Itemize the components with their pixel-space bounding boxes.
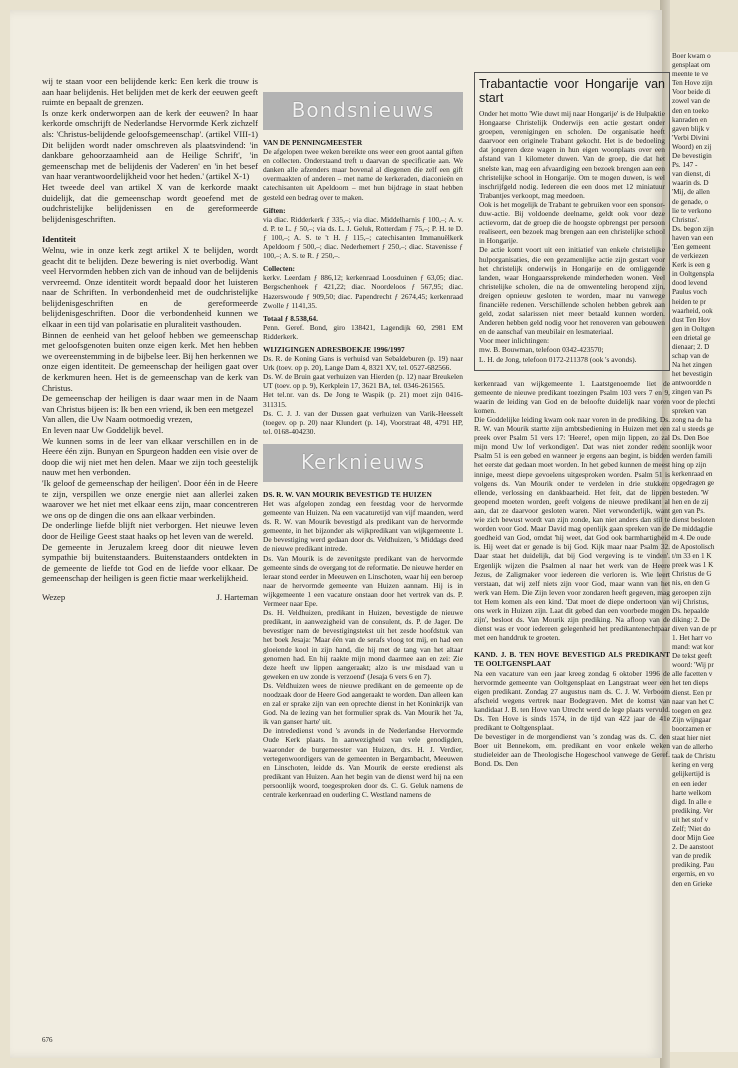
facing-page-line: woord: 'Wij pr bbox=[672, 661, 714, 670]
identiteit-paragraph: Welnu, wie in onze kerk zegt artikel X te belijden, wordt geacht dit te belijden. Deze bewering is niet overbodig. Want veel Hervormden hebben zich van de inhoud van de belijdenis vervreemd. Onze identiteit wordt bepaald door het luisteren naar de Schriften. In verbondenheid met de oudchristelijke belijdenisgeschriften en de gereformeerde belijdenisgeschriften. Door die verbondenheid kunnen we elkaar in een tijd van polarisatie en pluraliteit vasthouden. bbox=[42, 244, 258, 330]
page-number: 676 bbox=[42, 1036, 53, 1044]
facing-page-line: diven van de pr bbox=[672, 624, 717, 633]
identiteit-paragraph: De onderlinge liefde blijft niet verborgen. Het nieuwe leven door de Heilige Geest staat haaks op het leven van de wereld. bbox=[42, 520, 258, 541]
facing-page-line: opgedragen ge bbox=[672, 479, 715, 488]
facing-page-line: Ds. begon zijn bbox=[672, 224, 714, 233]
penningmeester-address: Penn. Geref. Bond, giro 138421, Lagendijk 60, 2981 EM Ridderkerk. bbox=[263, 322, 463, 341]
facing-page-line: 'Verbi Divini bbox=[672, 133, 710, 142]
facing-page-line: prediking. Pau bbox=[672, 861, 714, 870]
identiteit-paragraph: De gemeenschap der heiligen is daar waar men in de Naam van Christus bijeen is: Ik ben een vriend, ik ben een metgezel bbox=[42, 393, 258, 414]
column-left bbox=[42, 76, 258, 603]
facing-page-line: staat hier niet bbox=[672, 734, 711, 743]
intro-paragraph: Het tweede deel van artikel X van de kerkorde maakt duidelijk, dat die gemeenschap wordt geoefend met de oudchristelijke belijdenissen en de gereformeerde belijdenisgeschriften. bbox=[42, 181, 258, 224]
facing-page-line: de verkiezen bbox=[672, 252, 709, 261]
tenhove-text-1: Na een vacature van een jaar kreeg zondag 6 oktober 1996 de hervormde gemeente van Ooltgensplaat en Langstraat weer een eigen predikant. Zondag 27 augustus nam ds. C. J. W. Verboom afscheid wegens vertrek naar Bodegraven. Met de komst van kandidaat J. B. ten Hove van Utrecht werd de lege plaats vervuld. Ds. Ten Hove is sinds 1574, in de tijd van 422 jaar de 41e predikant te Ooltgensplaat. bbox=[474, 668, 670, 733]
facing-page-line: harte welkom bbox=[672, 788, 712, 797]
facing-page-line: gelijkertijd is bbox=[672, 770, 711, 779]
facing-page-line: den en toeko bbox=[672, 106, 709, 115]
facing-page-line: van de predik bbox=[672, 852, 712, 861]
facing-page-line: waarheid, ook bbox=[672, 306, 713, 315]
facing-page-line: gen van Ps. bbox=[672, 506, 705, 515]
trabant-text-3: De actie komt voort uit een initiatief van enkele christelijke hulporganisaties, die een gezamenlijke actie zijn gestart voor het christelijk onderwijs in Hongarije en de omliggende landen, waar Hongaarssprekende minderheden wonen. Veel christelijke scholen, die na de omwenteling heropend zijn, dreigen opnieuw gesloten te worden, maar nu vanwege financiële redenen. Verschillende scholen hebben gebrek aan geld, zodat salarissen niet meer betaald kunnen worden. Anderen hebben geld nodig voor het renoveren van gebouwen en de aanschaf van meubilair en lesmateriaal. bbox=[479, 245, 665, 337]
facing-page-line: zingen van Ps bbox=[672, 388, 712, 397]
facing-page-line: dienaar; 2. D bbox=[672, 343, 710, 351]
facing-page-line: nis, en den G bbox=[672, 579, 710, 588]
facing-page-line: Ten Hove zijn bbox=[672, 79, 713, 88]
facing-page-line: Boer kwam o bbox=[672, 52, 711, 60]
facing-page-line: Na het zingen bbox=[672, 361, 712, 370]
facing-page-line: het bevestigin bbox=[672, 370, 713, 379]
facing-page-line: t/m 33 en 1 K bbox=[672, 552, 712, 561]
identiteit-paragraph: En leven naar Uw Goddelijk bevel. bbox=[42, 425, 164, 435]
giften-heading: Giften: bbox=[263, 205, 286, 215]
facing-page-line: en een ieder bbox=[672, 779, 707, 788]
facing-page-line: kering en verg bbox=[672, 761, 714, 770]
facing-page-line: kanraden en bbox=[672, 115, 707, 124]
facing-page-line: geroepen zijn bbox=[672, 588, 711, 597]
collecten-heading: Collecten: bbox=[263, 264, 296, 274]
facing-page-line: voor de plechti bbox=[672, 397, 716, 406]
facing-page-line: 'Een gemeent bbox=[672, 242, 711, 251]
trabant-text-1: Onder het motto 'Wie duwt mij naar Hongarije' is de Hulpaktie Hongaarse Christelijk Onderwijs een actie gestart onder groepen, verenigingen en scholen. De organisatie heeft daarvoor een originele Trabant gekocht. Het is de bedoeling dat jongeren deze wagen in hun eigen woonplaats over een afstand van 1 kilometer duwen. Van de groep, die dat het snelste kan, mag een afvaardiging een bezoek brengen aan een christelijke school in Hongarije. Om te mogen duwen, is wel inschrijfgeld nodig. Iedereen die een doos met 12 miniatuur Trabantjes verkoopt, mag meedoen. bbox=[479, 109, 665, 200]
trabant-text-5: mw. B. Bouwman, telefoon 0342-423570; bbox=[479, 345, 604, 355]
signature-line bbox=[42, 592, 258, 603]
intro-paragraph: Is onze kerk onderworpen aan de kerk der eeuwen? In haar kerkorde omschrijft de Nederlandse Hervormde Kerk zichzelf als: 'Christus-belijdende geloofsgemeenschap'. (artikel VIII-1) Dit belijden wordt nader omschreven als plaatsvindend: 'in dankbare gehoorzaamheid aan de Heilige Schrift', 'in gemeenschap met de belijdenis der Vaderen' en 'in het besef van haar verantwoordelijkheid voor het heden.' (artikel X-1) bbox=[42, 107, 258, 182]
column-right bbox=[474, 72, 670, 769]
facing-page-line: zal u steeds ge bbox=[672, 424, 714, 433]
facing-page-line: zowel van de bbox=[672, 97, 710, 106]
mourik-text-5: De intrededienst vond 's avonds in de Nederlandse Hervormde Oude Kerk plaats. In aanwezigheid van vele genodigden, waaronder de burgemeester van Huizen, drs. H. J. Verdier, vertegenwoordigers van de gemeenten in Bergambacht, Meeuwen en Linschoten, leidde ds. Van Mourik de eerste eredienst als predikant van Huizen. Aan het begin van de dienst werd hij na een persoonlijk woord, toegesproken door ds. C. G. Geluk namens de centrale kerkenraad en ouderling C. Westland namens de bbox=[263, 726, 463, 799]
collecten-text: kerkv. Leerdam ƒ 886,12; kerkenraad Loosduinen ƒ 63,05; diac. Bergschenhoek ƒ 421,22; diac. Noordeloos ƒ 567,95; diac. Hazerswoude ƒ 909,50; diac. Papendrecht ƒ 2674,45; kerkenraad Zwolle ƒ 1141,35. bbox=[263, 273, 463, 310]
facing-page-line: dienst. Een pr bbox=[672, 688, 712, 697]
facing-page-line: van de allerho bbox=[672, 743, 713, 752]
penningmeester-heading: VAN DE PENNINGMEESTER bbox=[263, 138, 363, 147]
facing-page-line: preek was 1 K bbox=[672, 561, 714, 570]
intro-paragraphs bbox=[42, 76, 258, 224]
kerknieuws-banner bbox=[263, 444, 463, 482]
mourik-text-3: Ds. H. Veldhuizen, predikant in Huizen, bevestigde de nieuwe predikant, in aanwezigheid van de consulent, ds. P. de Jager. De bevestiger nam de bevestigingstekst uit het zesde hoofdstuk van het boek Jesaja: 'Maar één van de serafs vloog tot mij, en had een gloeiende kool in zijn hand, die hij met de tang van het altaar genomen had. En hij raakte mijn mond daarmee aan en zei: Zie deze heeft uw lippen aangeraakt; alzo is uw misdaad van u geweken en uw zonde is verzoend' (Jesaja 6 vers 6 en 7). bbox=[263, 608, 463, 681]
adresboekje-text-2: Ds. W. de Bruin gaat verhuizen van Hierden (p. 12) naar Breukelen UT (toev. op p. 9), Kerkplein 17, 3621 BA, tel. 0346-261565. bbox=[263, 372, 463, 391]
facing-page-line: dienst besloten bbox=[672, 515, 715, 524]
facing-page-fragment bbox=[670, 52, 738, 1052]
facing-page-line: haven van een bbox=[672, 233, 714, 242]
facing-page-line: lie te verkono bbox=[672, 206, 712, 215]
facing-page-line: 1. Het harr vo bbox=[672, 634, 712, 642]
facing-page-line: spreken van bbox=[672, 406, 707, 415]
facing-page-line: Christus de G bbox=[672, 570, 712, 579]
facing-page-line: 2. De aanstoot bbox=[672, 843, 714, 852]
facing-page-line: Woord) en zij bbox=[672, 142, 712, 151]
facing-page-line: Christus'. bbox=[672, 215, 700, 224]
facing-page-line: hen en de zij bbox=[672, 497, 709, 506]
facing-page-line: diking: 2. De bbox=[672, 615, 710, 624]
signature-place: Wezep bbox=[42, 591, 66, 602]
facing-page-line: gaven blijk v bbox=[672, 124, 710, 133]
facing-page-line: de Apostolisch bbox=[672, 543, 715, 552]
trabant-title: Trabantactie voor Hongarije van start bbox=[479, 77, 665, 105]
identiteit-paragraph: De gemeente in Jeruzalem kreeg door dit nieuwe leven sympathie bij buitenstaanders. Buitenstaanders ontdekten in de gemeente de liefde tot God en de liefde voor elkaar. De gemeenschap der heiligen is geen fictie maar werkelijkheid. bbox=[42, 541, 258, 584]
column-middle bbox=[263, 92, 463, 799]
facing-page-line: dust Ten Hov bbox=[672, 315, 711, 324]
bondsnieuws-banner bbox=[263, 92, 463, 130]
facing-page-line: digd. In alle e bbox=[672, 797, 712, 806]
mourik-text-2: Ds. Van Mourik is de zevenitgste predikant van de hervormde gemeente sinds de overgang tot de reformatie. De nieuwe herder en leraar stond eerder in Meeuwen en Linschoten, waar hij een beroep naar de hervormde gemeente van Huizen aannam. Hij is in wijkgemeente 1 een vacature onstaan door het vertrek van ds. P. Vermeer naar Epe. bbox=[263, 553, 463, 609]
identiteit-paragraph: Van allen, die Uw Naam ootmoedig vrezen, bbox=[42, 414, 193, 425]
facing-page-line: Ds. hepaalde bbox=[672, 606, 710, 615]
kerknieuws-title: Kerknieuws bbox=[300, 450, 426, 475]
adresboekje-text-4: Ds. C. J. J. van der Dussen gaat verhuizen van Varik-Heesselt (toegev. op p. 20) naar Klundert (p. 14), Voorstraat 48, 4791 HP, tel. 0168-404230. bbox=[263, 408, 463, 436]
facing-page-line: De bevestigin bbox=[672, 152, 712, 161]
adresboekje-text-1: Ds. R. de Koning Gans is verhuisd van Sebaldeburen (p. 19) naar Urk (toev. op p. 20), Lange Dam 4, 8321 XV, tel. 0527-682566. bbox=[263, 354, 463, 373]
adresboekje-text-3: Het tel.nr. van ds. De Jong te Waspik (p. 21) moet zijn 0416-311315. bbox=[263, 390, 463, 409]
facing-page-line: schap van de bbox=[672, 352, 710, 361]
facing-page-line: Ps. 147 - bbox=[672, 161, 698, 170]
tenhove-heading: KAND. J. B. TEN HOVE BEVESTIGD ALS PREDIKANT TE OOLTGENSPLAAT bbox=[474, 650, 670, 669]
mourik-text-1: Het was afgelopen zondag een feestdag voor de hervormde gemeente van Huizen. Na een vacaturetijd van vijf maanden, werd ds. R. W. van Mourik bevestigd als predikant van de hervormde gemeente, in het bijzonder als wijkpredikant van wijkgemeente 1. De bevestiging werd gedaan door ds. Veldhuizen, 's Middags deed de nieuwe predikant intrede. bbox=[263, 499, 463, 554]
facing-page-line: Paulus voch bbox=[672, 288, 707, 297]
facing-page-line: naar van het C bbox=[672, 697, 714, 706]
facing-page-line: werden famili bbox=[672, 452, 713, 461]
mourik-cont-2: Die Goddelijke leiding kwam ook naar voren in de prediking. Ds. R. W. van Mourik startte zijn ambtsbediening in Huizen met een preek over Psalm 51 vers 17: 'Heere!, open mijn lippen, zo zal mijn mond Uw lof verkondigen'. Dat was niet zonder reden: Psalm 51 is een gebed en wanneer je ergens aan begint, is bidden het eerste dat gedaan moet worden. In het gebed kunnen de meest innige, meest diepe gevoelens uitgesproken worden. Psalm 51 is volgens ds. Van Mourik onder te verdelen in drie stukken: ellende, verlossing en dankbaarheid. Het feit, dat de lippen geopend moeten worden, geeft volgens de nieuwe predikant al aan, dat ze daarvoor gesloten waren. Niet verwonderlijk, want wie zich bewust wordt van zijn zonde, kan niet anders dan stil te worden voor God. Maar David mag openlijk gaan spreken van de goedheid van God, omdat 'hij weet, dat God ook barmhartigheid is. Hij weet dat er genade is bij God. Kijk maar naar Psalm 32. Daar staat het duidelijk, dat bij God vergeving is te vinden'. Ergenlijk wijzen die Psalmen al naar het werk van de Heere Jezus, de Zaligmaker voor iedereen die verloren is. Wie leert verstaan, dat wij zelf niets zijn voor God, maar wann van het werk van Hem. Die Zijn leven voor zondaren heeft gegeven, mag tot Hem komen als een kind. 'Dat moet de diepe ondertoon van ons werk in Huizen zijn. Laat dit gebed dan een voorbede mogen zijn', besloot ds. Van Mourik zijn prediking. Na afloop van de dienst was er voor iedereen gelegenheid het predikantenechtpaar met een handdruk te groeten. bbox=[474, 415, 670, 643]
tenhove-text-2: De bevestiger in de morgendienst van 's zondag was ds. C. den Boer uit Bennekom, em. predikant en voor enkele weken studieleider aan de Theologische Hogeschool vanwege de Geref. Bond. Ds. Den bbox=[474, 732, 670, 769]
facing-page-line: het ten dieps bbox=[672, 679, 709, 688]
totaal-text: Totaal ƒ 8.538,64. bbox=[263, 313, 318, 323]
identiteit-paragraphs bbox=[42, 245, 258, 584]
facing-page-line: door Mijn Gee bbox=[672, 834, 715, 843]
facing-page-line: ergernis, en vo bbox=[672, 870, 715, 879]
identiteit-paragraph: We kunnen soms in de leer van elkaar verschillen en in de Heere één zijn. Bunyan en Spurgeon hadden een visie over de doop die wij niet met hen delen. Maar we zijn toch geestelijk nauw met hen verbonden. bbox=[42, 435, 258, 478]
facing-page-line: uit het stof v bbox=[672, 815, 709, 824]
facing-page-line: een drietal ge bbox=[672, 333, 711, 342]
facing-page-line: de genade, o bbox=[672, 197, 709, 206]
trabant-box bbox=[474, 72, 670, 371]
facing-page-line: zong na de ha bbox=[672, 415, 712, 424]
mourik-heading: DS. R. W. VAN MOURIK BEVESTIGD TE HUIZEN bbox=[263, 489, 432, 499]
facing-page-line: gensplaat om bbox=[672, 61, 711, 70]
facing-page-line: mand: wat kor bbox=[672, 643, 714, 652]
identiteit-paragraph: Binnen de eenheid van het geloof hebben we gemeenschap met geloofsgenoten buiten onze eigen kerk. Met hen hebben we overeenstemming in de bijbelse leer. Bij hen herkennen we onze eigen identiteit. De gemeenschap der heiligen gaat over de kerkmuren heen. Het is de gemeenschap van de kerk van Christus. bbox=[42, 329, 258, 393]
facing-page-line: soonlijk woor bbox=[672, 443, 712, 452]
facing-page-line: Zijn wijngaar bbox=[672, 715, 711, 724]
magazine-page bbox=[10, 10, 670, 1058]
facing-page-line: toegen en gez bbox=[672, 706, 712, 715]
facing-page-line: Zelf; 'Niet do bbox=[672, 824, 711, 833]
trabant-text-2: Ook is het mogelijk de Trabant te gebruiken voor een sponsor-duw-actie. Bij voldoende deelname, geldt ook voor deze actievorm, dat de groep die de hoogste opbrengst per persoon realiseert, een bezoek mag brengen aan een christelijke school in Hongarije. bbox=[479, 199, 665, 246]
facing-page-line: taak de Christu bbox=[672, 752, 716, 761]
facing-page-line: meente te ve bbox=[672, 70, 709, 79]
facing-page-line: kerkenraad en bbox=[672, 470, 713, 479]
facing-page-line: Kerk is een g bbox=[672, 261, 711, 270]
mourik-cont-1: kerkenraad van wijkgemeente 1. Laatstgenoemde liet de gemeente de nieuwe predikant toezingen Psalm 103 vers 7 en 9, waarin de leiding van God en de beloofte duidelijk naar voren komen. bbox=[474, 378, 670, 415]
facing-page-line: m 4. De oude bbox=[672, 533, 711, 542]
intro-paragraph: wij te staan voor een belijdende kerk: Een kerk die trouw is aan haar belijdenis. Het belijden met de kerk der eeuwen geeft ruimte en bepaalt de grenzen. bbox=[42, 76, 258, 108]
identiteit-paragraph: 'Ik geloof de gemeenschap der heiligen'. Door één in de Heere te zijn, verspillen we onze energie niet aan allerlei zaken waarover we het niet met elkaar eens zijn, maar concentreren we ons op de dingen die ons aan elkaar verbinden. bbox=[42, 477, 258, 520]
facing-page-line: gen in Ooltgen bbox=[672, 324, 715, 333]
facing-page-line: hing op zijn bbox=[672, 461, 707, 470]
facing-page-line: De tekst geeft bbox=[672, 652, 712, 661]
facing-page-line: van dienst, di bbox=[672, 170, 711, 179]
giften-text: via diac. Ridderkerk ƒ 335,–; via diac. Middelharnis ƒ 100,–; A. v. d. P. te L. ƒ 50,–; via ds. L. J. Geluk, Rotterdam ƒ 75,–; P. H. te D. ƒ 100,–; A. S. te 't H. ƒ 115,–; catechisanten Immanuëlkerk Apeldoorn ƒ 500,–; diac. Nederhemert ƒ 250,–; diac. Stavenisse ƒ 100,–; A. S. te R. ƒ 250,–. bbox=[263, 214, 463, 261]
facing-page-line: waarin ds. D bbox=[672, 179, 709, 188]
facing-page-line: 'Mij, de allen bbox=[672, 188, 710, 197]
facing-page-line: boorzamen er bbox=[672, 724, 712, 733]
section-heading-identiteit: Identiteit bbox=[42, 234, 76, 245]
facing-page-line: antwoordde n bbox=[672, 379, 712, 388]
facing-page-text bbox=[670, 52, 738, 889]
facing-page-line: prediking. Ver bbox=[672, 806, 713, 815]
facing-page-line: wij Christus, bbox=[672, 597, 709, 606]
facing-page-line: alle facetten v bbox=[672, 670, 713, 679]
bondsnieuws-title: Bondsnieuws bbox=[291, 98, 435, 123]
adresboekje-heading: WIJZIGINGEN ADRESBOEKJE 1996/1997 bbox=[263, 344, 405, 354]
penningmeester-text: De afgelopen twee weken bereikte ons weer een groot aantal giften en collecten. Onderstaand treft u daarvan de specificatie aan. We danken alle afzenders maar bovenal al diegenen die zelf een gift overmaakten of anderen – met name de kerkeraden, diaconieën en catechisanten uit Apeldoorn – met hun bijdrage in staat hebben gesteld een bedrag over te maken. bbox=[263, 147, 463, 202]
facing-page-line: Voor beide di bbox=[672, 88, 711, 97]
facing-page-line: Ds. Den Boe bbox=[672, 433, 709, 442]
trabant-text-6: L. H. de Jong, telefoon 0172-211378 (ook 's avonds). bbox=[479, 354, 637, 364]
facing-page-line: den en Grieke bbox=[672, 879, 713, 888]
mourik-text-4: Ds. Veldhuizen wees de nieuwe predikant en de gemeente op de noodzaak door de Heere God aangeraakt te worden. Dan alleen kan en zal er sprake zijn van een oprechte dienst in het Koninkrijk van God. Na de lezing van het formulier sprak ds. Van Mourik het 'Ja, ik van ganser harte' uit. bbox=[263, 680, 463, 727]
signature-author: J. Harteman bbox=[216, 591, 258, 602]
facing-page-line: dood levend bbox=[672, 279, 708, 288]
facing-page-line: besteden. 'W bbox=[672, 488, 709, 497]
facing-page-line: in Ooltgenspla bbox=[672, 270, 715, 279]
facing-page-line: heiden te pr bbox=[672, 297, 706, 306]
trabant-text-4: Voor meer inlichtingen: bbox=[479, 336, 550, 346]
facing-page-line: De middagdie bbox=[672, 524, 713, 533]
